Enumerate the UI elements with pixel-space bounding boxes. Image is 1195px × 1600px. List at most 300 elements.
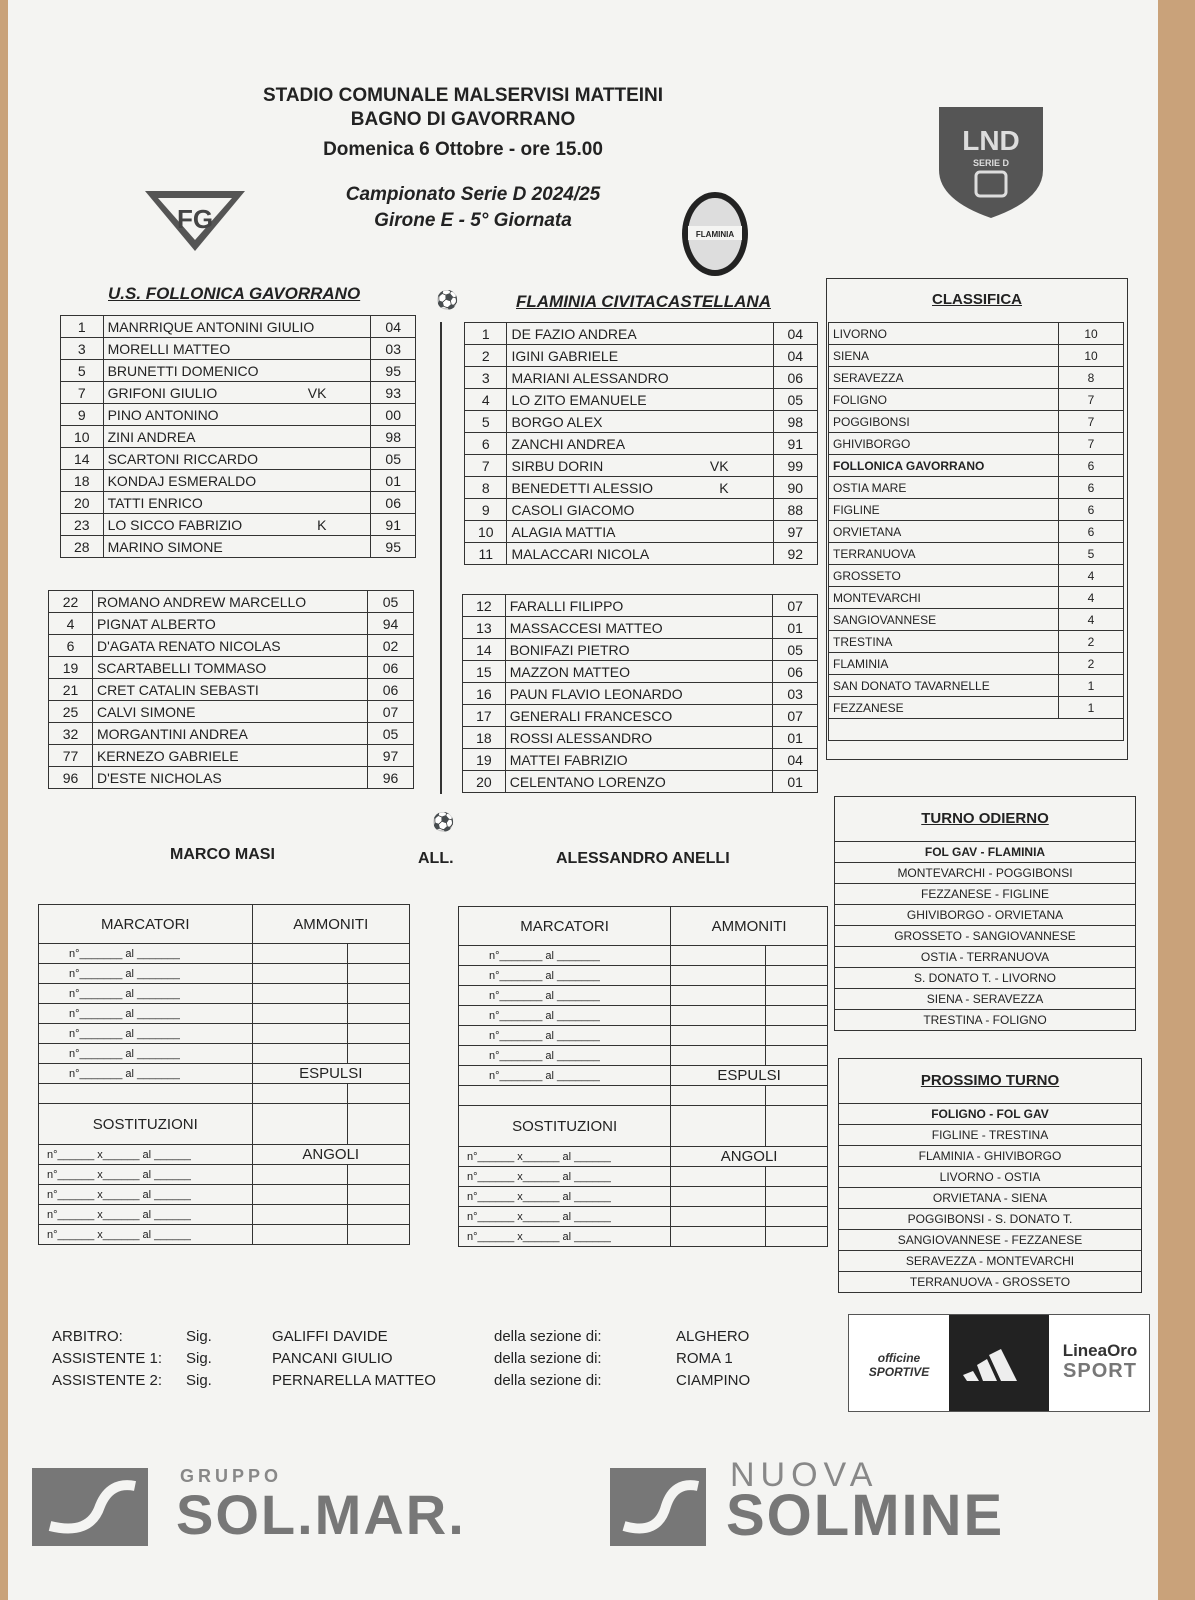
sponsor-banner [848, 1314, 1150, 1412]
booked-cell[interactable] [347, 1044, 409, 1064]
player-name-cell [103, 382, 371, 404]
sub-line[interactable]: n°______ x______ al ______ [39, 1225, 253, 1245]
team-points: 2 [1059, 631, 1124, 653]
shirt-number: 28 [61, 536, 104, 558]
shirt-number: 3 [61, 338, 104, 360]
corners-cell[interactable] [765, 1227, 827, 1247]
player-name-cell [507, 521, 773, 543]
ball-icon: ⚽ [436, 290, 459, 310]
shirt-number: 5 [61, 360, 104, 382]
shirt-number: 9 [61, 404, 104, 426]
player-name-cell [103, 492, 371, 514]
birth-year: 01 [371, 470, 416, 492]
adidas-logo [949, 1315, 1049, 1411]
captain-tag: K [317, 516, 327, 533]
solmar-logo: GRUPPO SOL.MAR. [30, 1462, 530, 1552]
fixture-row: FIGLINE - TRESTINA [839, 1124, 1141, 1145]
sent-off-cell[interactable] [671, 1086, 766, 1106]
fixture-row: GHIVIBORGO - ORVIETANA [835, 904, 1135, 925]
player-row [61, 536, 416, 558]
player-name: BONIFAZI PIETRO [509, 641, 630, 658]
report-row [39, 1145, 410, 1165]
team-points: 8 [1059, 367, 1124, 389]
booked-cell[interactable] [252, 1044, 347, 1064]
blank-cell [39, 1084, 253, 1104]
scorer-line[interactable]: n°_______ al _______ [39, 1064, 253, 1084]
corners-cell[interactable] [347, 1185, 409, 1205]
scorers-label: MARCATORI [459, 907, 671, 946]
player-row [61, 492, 416, 514]
away-bench-table [462, 594, 818, 793]
fixture-row: FEZZANESE - FIGLINE [835, 883, 1135, 904]
birth-year: 97 [773, 521, 817, 543]
scorer-line[interactable]: n°_______ al _______ [459, 1026, 671, 1046]
player-name: ZANCHI ANDREA [511, 435, 626, 452]
svg-text:FLAMINIA: FLAMINIA [695, 230, 735, 239]
player-row [463, 749, 818, 771]
shirt-number: 23 [61, 514, 104, 536]
report-row [459, 986, 828, 1006]
team-points: 5 [1059, 543, 1124, 565]
sent-off-cell[interactable] [765, 1086, 827, 1106]
player-name-cell [505, 771, 773, 793]
corners-cell[interactable] [765, 1187, 827, 1207]
standings-row [829, 367, 1124, 389]
away-starters-table [464, 322, 818, 565]
official-sig: Sig. [186, 1328, 212, 1345]
team-points: 2 [1059, 653, 1124, 675]
report-row [459, 1066, 828, 1086]
birth-year: 04 [371, 316, 416, 338]
fixture-row: SERAVEZZA - MONTEVARCHI [839, 1250, 1141, 1271]
shirt-number: 9 [465, 499, 507, 521]
sent-off-label: ESPULSI [671, 1066, 828, 1086]
birth-year: 03 [371, 338, 416, 360]
scorer-line[interactable]: n°_______ al _______ [39, 1044, 253, 1064]
booked-cell[interactable] [347, 1024, 409, 1044]
fixture-row: TERRANUOVA - GROSSETO [839, 1271, 1141, 1292]
standings-empty-row [829, 719, 1124, 741]
booked-cell[interactable] [671, 966, 766, 986]
player-name-cell [507, 499, 773, 521]
player-row [465, 499, 818, 521]
player-name: D'AGATA RENATO NICOLAS [96, 637, 281, 654]
player-name-cell [507, 433, 773, 455]
sent-off-cell[interactable] [347, 1104, 409, 1145]
player-name: KONDAJ ESMERALDO [107, 472, 257, 489]
fixture-row: MONTEVARCHI - POGGIBONSI [835, 862, 1135, 883]
official-sec: della sezione di: [494, 1328, 602, 1345]
player-name-cell [92, 657, 367, 679]
standings-row [829, 455, 1124, 477]
official-role: ASSISTENTE 1: [52, 1350, 163, 1367]
corners-cell[interactable] [252, 1205, 347, 1225]
shirt-number: 10 [465, 521, 507, 543]
home-team-name: U.S. FOLLONICA GAVORRANO [108, 284, 361, 303]
team-name: OSTIA MARE [829, 477, 1059, 499]
player-row [465, 455, 818, 477]
shirt-number: 17 [463, 705, 506, 727]
player-name-cell [505, 683, 773, 705]
official-role: ASSISTENTE 2: [52, 1372, 163, 1389]
report-row [39, 964, 410, 984]
shirt-number: 1 [61, 316, 104, 338]
fixture-row: SANGIOVANNESE - FEZZANESE [839, 1229, 1141, 1250]
shirt-number: 14 [463, 639, 506, 661]
fixture-row: S. DONATO T. - LIVORNO [835, 967, 1135, 988]
shirt-number: 10 [61, 426, 104, 448]
report-row [39, 1084, 410, 1104]
today-round-title: TURNO ODIERNO [921, 810, 1049, 827]
fixture-row: TRESTINA - FOLIGNO [835, 1009, 1135, 1030]
team-points: 6 [1059, 455, 1124, 477]
home-bench-table [48, 590, 414, 789]
birth-year: 05 [773, 389, 817, 411]
player-row [463, 683, 818, 705]
player-name: SCARTONI RICCARDO [107, 450, 258, 467]
sub-line[interactable]: n°______ x______ al ______ [39, 1145, 253, 1165]
fixture-row: FOL GAV - FLAMINIA [835, 841, 1135, 862]
scorer-line[interactable]: n°_______ al _______ [459, 1066, 671, 1086]
birth-year: 88 [773, 499, 817, 521]
player-row [49, 723, 414, 745]
team-points: 10 [1059, 345, 1124, 367]
booked-cell[interactable] [347, 984, 409, 1004]
corners-cell[interactable] [671, 1187, 766, 1207]
player-row [465, 477, 818, 499]
report-row [459, 1086, 828, 1106]
player-name: SCARTABELLI TOMMASO [96, 659, 267, 676]
standings-row [829, 521, 1124, 543]
booked-cell[interactable] [671, 1046, 766, 1066]
player-name-cell [505, 639, 773, 661]
birth-year: 05 [371, 448, 416, 470]
official-sig: Sig. [186, 1372, 212, 1389]
player-name: CELENTANO LORENZO [509, 773, 666, 790]
team-name: SIENA [829, 345, 1059, 367]
report-row [39, 1004, 410, 1024]
scorer-line[interactable]: n°_______ al _______ [459, 986, 671, 1006]
birth-year: 05 [773, 639, 818, 661]
player-name-cell [92, 591, 367, 613]
report-row [39, 1165, 410, 1185]
away-report-grid [458, 906, 828, 1247]
booked-cell[interactable] [765, 946, 827, 966]
birth-year: 02 [367, 635, 413, 657]
corners-cell[interactable] [765, 1207, 827, 1227]
standings-title: CLASSIFICA [932, 291, 1022, 308]
player-name: MALACCARI NICOLA [511, 545, 650, 562]
shirt-number: 5 [465, 411, 507, 433]
scorer-line[interactable]: n°_______ al _______ [459, 1046, 671, 1066]
booked-cell[interactable] [765, 1006, 827, 1026]
home-starters-table [60, 315, 416, 558]
player-name-cell [507, 411, 773, 433]
stadium-town: BAGNO DI GAVORRANO [350, 109, 576, 130]
player-row [61, 338, 416, 360]
booked-cell[interactable] [765, 1026, 827, 1046]
player-name-cell [507, 345, 773, 367]
official-sec: della sezione di: [494, 1372, 602, 1389]
player-name-cell [103, 404, 371, 426]
corners-cell[interactable] [671, 1227, 766, 1247]
shirt-number: 6 [49, 635, 93, 657]
sub-line[interactable]: n°______ x______ al ______ [459, 1207, 671, 1227]
booked-cell[interactable] [252, 1004, 347, 1024]
coach-label: ALL. [418, 850, 454, 867]
scorer-line[interactable]: n°_______ al _______ [459, 946, 671, 966]
player-name: CALVI SIMONE [96, 703, 196, 720]
team-name: TERRANUOVA [829, 543, 1059, 565]
scorer-line[interactable]: n°_______ al _______ [39, 1024, 253, 1044]
standings-row [829, 653, 1124, 675]
sub-line[interactable]: n°______ x______ al ______ [459, 1187, 671, 1207]
scorer-line[interactable]: n°_______ al _______ [39, 964, 253, 984]
booked-cell[interactable] [252, 1024, 347, 1044]
sub-line[interactable]: n°______ x______ al ______ [459, 1147, 671, 1167]
player-row [49, 767, 414, 789]
player-name-cell [103, 448, 371, 470]
shirt-number: 6 [465, 433, 507, 455]
player-name: FARALLI FILIPPO [509, 597, 624, 614]
birth-year: 00 [371, 404, 416, 426]
team-name: FLAMINIA [829, 653, 1059, 675]
player-row [61, 448, 416, 470]
booked-cell[interactable] [671, 1026, 766, 1046]
championship-block [308, 182, 638, 234]
corners-cell[interactable] [252, 1165, 347, 1185]
sub-line[interactable]: n°______ x______ al ______ [39, 1205, 253, 1225]
report-row [459, 1106, 828, 1147]
scorer-line[interactable]: n°_______ al _______ [459, 966, 671, 986]
fixture-row: GROSSETO - SANGIOVANNESE [835, 925, 1135, 946]
shirt-number: 2 [465, 345, 507, 367]
standings-table [828, 322, 1124, 741]
birth-year: 01 [773, 727, 818, 749]
team-points: 4 [1059, 565, 1124, 587]
birth-year: 91 [773, 433, 817, 455]
standings-row [829, 587, 1124, 609]
booked-cell[interactable] [252, 984, 347, 1004]
corners-cell[interactable] [347, 1205, 409, 1225]
official-name: GALIFFI DAVIDE [272, 1328, 388, 1345]
today-round-box [834, 796, 1136, 1031]
standings-row [829, 389, 1124, 411]
team-points: 4 [1059, 587, 1124, 609]
birth-year: 06 [773, 661, 818, 683]
svg-text:SERIE D: SERIE D [972, 158, 1010, 168]
report-row [39, 944, 410, 964]
report-row [459, 1187, 828, 1207]
player-name: LO ZITO EMANUELE [511, 391, 647, 408]
player-row [49, 613, 414, 635]
header-block [238, 84, 688, 162]
corners-cell[interactable] [765, 1167, 827, 1187]
birth-year: 93 [371, 382, 416, 404]
birth-year: 07 [773, 705, 818, 727]
player-name-cell [92, 613, 367, 635]
player-row [465, 521, 818, 543]
away-logo [680, 190, 750, 278]
birth-year: 94 [367, 613, 413, 635]
player-name: D'ESTE NICHOLAS [96, 769, 222, 786]
player-name: KERNEZO GABRIELE [96, 747, 239, 764]
shirt-number: 7 [61, 382, 104, 404]
report-row [39, 1024, 410, 1044]
report-row [459, 946, 828, 966]
scorer-line[interactable]: n°_______ al _______ [39, 944, 253, 964]
standings-row [829, 565, 1124, 587]
shirt-number: 12 [463, 595, 506, 617]
away-coach: ALESSANDRO ANELLI [556, 850, 730, 867]
shirt-number: 18 [463, 727, 506, 749]
player-name-cell [507, 543, 773, 565]
sent-off-cell[interactable] [252, 1104, 347, 1145]
player-row [465, 433, 818, 455]
sent-off-cell[interactable] [671, 1106, 766, 1147]
booked-cell[interactable] [347, 964, 409, 984]
captain-tag: K [719, 479, 729, 496]
standings-row [829, 499, 1124, 521]
team-points: 6 [1059, 521, 1124, 543]
shirt-number: 8 [465, 477, 507, 499]
sub-line[interactable]: n°______ x______ al ______ [459, 1167, 671, 1187]
player-row [465, 389, 818, 411]
player-row [463, 595, 818, 617]
team-points: 4 [1059, 609, 1124, 631]
birth-year: 01 [773, 617, 818, 639]
player-name-cell [103, 536, 371, 558]
shirt-number: 18 [61, 470, 104, 492]
corners-cell[interactable] [347, 1225, 409, 1245]
report-row [459, 1006, 828, 1026]
standings-row [829, 543, 1124, 565]
team-points: 6 [1059, 477, 1124, 499]
player-row [61, 382, 416, 404]
player-name: PINO ANTONINO [107, 406, 219, 423]
standings-row [829, 433, 1124, 455]
team-points: 7 [1059, 411, 1124, 433]
svg-text:FG: FG [176, 204, 214, 234]
team-points: 1 [1059, 697, 1124, 719]
player-name-cell [505, 595, 773, 617]
birth-year: 04 [773, 345, 817, 367]
player-row [61, 514, 416, 536]
sub-line[interactable]: n°______ x______ al ______ [39, 1185, 253, 1205]
official-name: PANCANI GIULIO [272, 1350, 393, 1367]
player-name-cell [103, 316, 371, 338]
official-city: CIAMPINO [676, 1372, 751, 1389]
sub-line[interactable]: n°______ x______ al ______ [39, 1165, 253, 1185]
player-name-cell [103, 514, 371, 536]
birth-year: 06 [367, 657, 413, 679]
booked-cell[interactable] [347, 944, 409, 964]
birth-year: 96 [367, 767, 413, 789]
corners-cell[interactable] [347, 1165, 409, 1185]
sub-line[interactable]: n°______ x______ al ______ [459, 1227, 671, 1247]
player-row [49, 591, 414, 613]
booked-cell[interactable] [347, 1004, 409, 1024]
player-name-cell [507, 477, 773, 499]
team-name: POGGIBONSI [829, 411, 1059, 433]
team-name: FEZZANESE [829, 697, 1059, 719]
corners-cell[interactable] [671, 1207, 766, 1227]
team-name: FOLIGNO [829, 389, 1059, 411]
standings-row [829, 323, 1124, 345]
corners-cell[interactable] [252, 1225, 347, 1245]
report-row [39, 984, 410, 1004]
center-divider [440, 322, 442, 794]
sent-off-cell[interactable] [347, 1084, 409, 1104]
scorer-line[interactable]: n°_______ al _______ [39, 1004, 253, 1024]
team-name: SERAVEZZA [829, 367, 1059, 389]
booked-cell[interactable] [671, 946, 766, 966]
shirt-number: 21 [49, 679, 93, 701]
player-name-cell [507, 455, 773, 477]
player-name: BORGO ALEX [511, 413, 603, 430]
svg-text:LND: LND [962, 125, 1020, 156]
player-row [61, 470, 416, 492]
player-name-cell [505, 749, 773, 771]
scorer-line[interactable]: n°_______ al _______ [459, 1006, 671, 1026]
home-logo [140, 186, 250, 256]
official-sig: Sig. [186, 1350, 212, 1367]
standings-row [829, 675, 1124, 697]
player-row [49, 657, 414, 679]
booked-cell[interactable] [252, 964, 347, 984]
corners-cell[interactable] [671, 1167, 766, 1187]
shirt-number: 25 [49, 701, 93, 723]
corners-cell[interactable] [252, 1185, 347, 1205]
shirt-number: 77 [49, 745, 93, 767]
player-row [465, 323, 818, 345]
player-row [465, 543, 818, 565]
sent-off-cell[interactable] [252, 1084, 347, 1104]
ball-icon-bottom: ⚽ [432, 812, 455, 832]
booked-cell[interactable] [765, 986, 827, 1006]
booked-cell[interactable] [765, 966, 827, 986]
booked-cell[interactable] [252, 944, 347, 964]
player-name: MORGANTINI ANDREA [96, 725, 248, 742]
player-name: PAUN FLAVIO LEONARDO [509, 685, 683, 702]
booked-cell[interactable] [671, 986, 766, 1006]
booked-cell[interactable] [765, 1046, 827, 1066]
report-row [459, 1147, 828, 1167]
corners-label: ANGOLI [252, 1145, 409, 1165]
sent-off-cell[interactable] [765, 1106, 827, 1147]
shirt-number: 96 [49, 767, 93, 789]
away-team-name: FLAMINIA CIVITACASTELLANA [516, 292, 771, 311]
player-name-cell [103, 470, 371, 492]
player-row [463, 705, 818, 727]
birth-year: 06 [773, 367, 817, 389]
player-row [49, 745, 414, 767]
birth-year: 04 [773, 749, 818, 771]
fixture-row: OSTIA - TERRANUOVA [835, 946, 1135, 967]
player-name-cell [103, 338, 371, 360]
player-name-cell [507, 389, 773, 411]
team-points: 7 [1059, 433, 1124, 455]
report-row [39, 1064, 410, 1084]
birth-year: 07 [773, 595, 818, 617]
player-name-cell [507, 323, 773, 345]
team-name: SAN DONATO TAVARNELLE [829, 675, 1059, 697]
booked-cell[interactable] [671, 1006, 766, 1026]
scorer-line[interactable]: n°_______ al _______ [39, 984, 253, 1004]
player-name: ALAGIA MATTIA [511, 523, 616, 540]
player-name-cell [92, 679, 367, 701]
fixture-row: POGGIBONSI - S. DONATO T. [839, 1208, 1141, 1229]
